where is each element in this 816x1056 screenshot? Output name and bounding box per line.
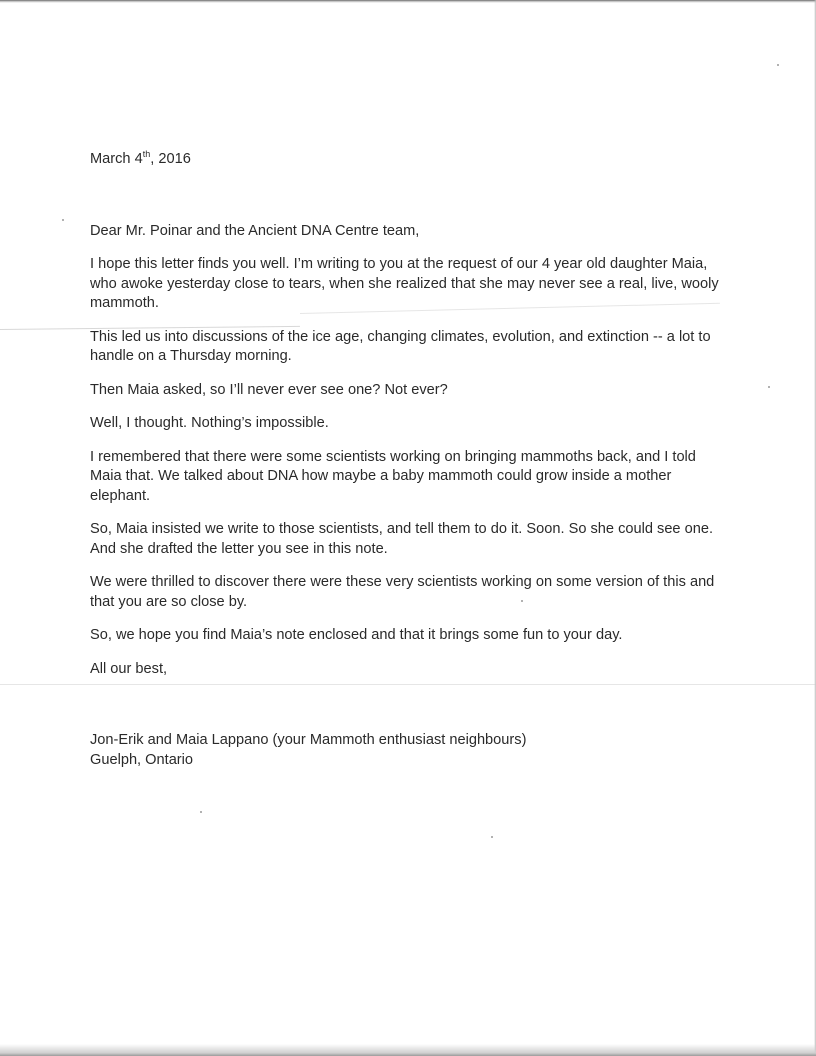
letter-date	[90, 150, 730, 170]
date-ordinal-suffix: th	[142, 149, 151, 159]
scan-speck	[777, 64, 779, 66]
letter-paragraph: Well, I thought. Nothing’s impossible.	[90, 415, 329, 431]
scan-speck	[491, 836, 493, 838]
scan-speck	[62, 219, 64, 221]
signature-location: Guelph, Ontario	[90, 751, 194, 768]
letter-paragraph: This led us into discussions of the ice age, changing climates, evolution, and extinction -- a lot to handle on a Thursday morning.	[90, 328, 711, 364]
letter-paragraph: So, Maia insisted we write to those scientists, and tell them to do it. Soon. So she could see one. And she drafted the letter you see in this note.	[90, 521, 714, 557]
scan-speck	[200, 811, 202, 813]
letter-paragraph: I remembered that there were some scientists working on bringing mammoths back, and I told Maia that. We talked about DNA how maybe a baby mammoth could grow inside a mother elephant.	[90, 448, 696, 504]
scan-bottom-edge	[0, 1044, 816, 1056]
date-month-day: March 4	[90, 151, 143, 167]
letter-paragraph: So, we hope you find Maia’s note enclosed and that it brings some fun to your day.	[90, 627, 623, 643]
scan-top-edge	[0, 0, 816, 3]
signature-names: Jon-Erik and Maia Lappano (your Mammoth enthusiast neighbours)	[90, 732, 527, 748]
letter-paragraph: We were thrilled to discover there were these very scientists working on some version of this and that you are so close by.	[90, 574, 715, 610]
letter-paragraph: I hope this letter finds you well. I’m writing to you at the request of our 4 year old daughter Maia, who awoke yesterday close to tears, when she realized that she may never see a real, live, wooly mammoth.	[90, 256, 719, 311]
date-year: , 2016	[150, 151, 191, 167]
letter-salutation: Dear Mr. Poinar and the Ancient DNA Centre team,	[90, 222, 420, 239]
letter-closing: All our best,	[90, 660, 168, 677]
letter-paragraph: Then Maia asked, so I’ll never ever see one? Not ever?	[90, 381, 448, 398]
letter-body	[90, 150, 730, 770]
scan-speck	[768, 386, 770, 388]
